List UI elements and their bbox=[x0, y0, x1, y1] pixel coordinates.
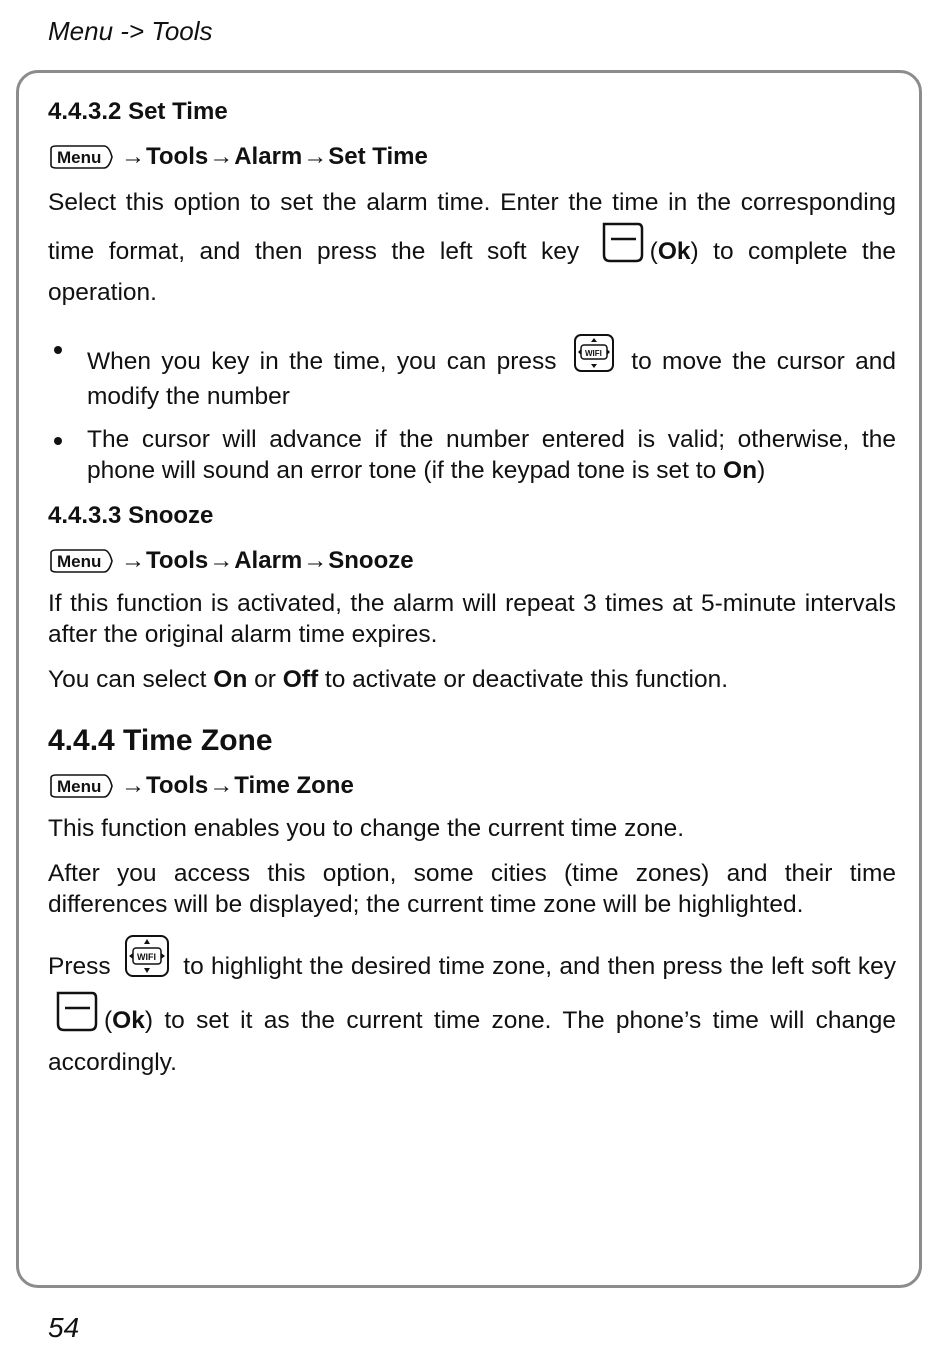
menu-path-snooze bbox=[48, 545, 896, 576]
main-content bbox=[48, 96, 896, 1096]
text-run: Select this option to set the alarm time. Enter the time in the corresponding time format, and then press the left soft key bbox=[48, 189, 896, 265]
text-run: to highlight the desired time zone, and then press the left soft key bbox=[183, 953, 897, 980]
snooze-paragraph: If this function is activated, the alarm will repeat 3 times at 5-minute intervals after the original alarm time expires. bbox=[48, 590, 896, 648]
arrow-icon: → bbox=[121, 143, 145, 170]
navigation-key-icon bbox=[124, 934, 170, 990]
arrow-icon: → bbox=[209, 547, 234, 574]
arrow-icon: → bbox=[209, 143, 234, 170]
text-run: You can select bbox=[48, 666, 207, 693]
time-zone-paragraph: This function enables you to change the current time zone. bbox=[48, 815, 685, 842]
time-zone-paragraph: After you access this option, some cities (time zones) and their time differences will be displayed; the current time zone will be highlighted. bbox=[48, 860, 896, 918]
text-run: to move the cursor and modify the number bbox=[87, 348, 897, 410]
svg-text:WIFI: WIFI bbox=[136, 952, 156, 962]
list-item bbox=[48, 333, 896, 412]
arrow-icon: → bbox=[121, 547, 145, 574]
section-heading-time-zone: 4.4.4 Time Zone bbox=[48, 724, 273, 757]
menu-key-icon bbox=[48, 547, 118, 575]
path-item: Time Zone bbox=[234, 772, 354, 799]
text-run: The cursor will advance if the number entered is valid; otherwise, the phone will sound an error tone (if the keypad tone is set to bbox=[87, 426, 896, 484]
path-item: Tools bbox=[146, 143, 209, 170]
menu-key-icon bbox=[48, 772, 118, 800]
set-time-bullet-list bbox=[48, 333, 896, 486]
on-label: On bbox=[723, 457, 758, 484]
menu-key-label: Menu bbox=[57, 776, 102, 796]
navigation-key-icon bbox=[573, 333, 615, 381]
arrow-icon: → bbox=[303, 143, 328, 170]
path-item: Tools bbox=[146, 547, 209, 574]
path-item: Set Time bbox=[328, 143, 428, 170]
ok-label: Ok bbox=[112, 1007, 145, 1034]
off-label: Off bbox=[282, 666, 319, 693]
text-run: to complete the operation. bbox=[48, 238, 896, 306]
ok-label: Ok bbox=[657, 238, 691, 265]
path-item: Alarm bbox=[234, 143, 303, 170]
menu-key-label: Menu bbox=[57, 147, 102, 167]
left-soft-key-icon bbox=[54, 990, 98, 1044]
set-time-paragraph: Select this option to set the alarm time. Enter the time in the corresponding time format, and then press the left soft key (Ok) to complete the operation. bbox=[48, 189, 896, 306]
text-run: Press bbox=[48, 953, 111, 980]
path-item: Tools bbox=[146, 772, 209, 799]
menu-path-set-time bbox=[48, 141, 896, 172]
text-run: to activate or deactivate this function. bbox=[324, 666, 729, 693]
text-run: or bbox=[254, 666, 276, 693]
snooze-paragraph bbox=[48, 664, 896, 695]
time-zone-paragraph: Press WIFI to highlight the desired time zone, and then press the left soft key (Ok) to set it as the current time zone. The phone’s time will change accordingly. bbox=[48, 934, 896, 1082]
path-item: Snooze bbox=[328, 547, 414, 574]
arrow-icon: → bbox=[303, 547, 328, 574]
path-item: Alarm bbox=[234, 547, 303, 574]
text-run: ) bbox=[757, 457, 766, 484]
menu-path-time-zone bbox=[48, 770, 896, 801]
menu-key-label: Menu bbox=[57, 551, 102, 571]
left-soft-key-icon bbox=[600, 221, 644, 274]
page-header-breadcrumb: Menu -> Tools bbox=[48, 16, 213, 46]
on-label: On bbox=[213, 666, 248, 693]
arrow-icon: → bbox=[121, 772, 145, 799]
section-heading-set-time: 4.4.3.2 Set Time bbox=[48, 98, 228, 125]
page-number: 54 bbox=[48, 1312, 80, 1343]
menu-key-icon bbox=[48, 143, 118, 171]
svg-text:WIFI: WIFI bbox=[584, 349, 602, 358]
list-item bbox=[48, 424, 896, 486]
section-heading-snooze: 4.4.3.3 Snooze bbox=[48, 502, 214, 529]
arrow-icon: → bbox=[209, 772, 234, 799]
text-run: to set it as the current time zone. The phone’s time will change accordingly. bbox=[48, 1007, 896, 1076]
text-run: When you key in the time, you can press bbox=[87, 348, 557, 375]
